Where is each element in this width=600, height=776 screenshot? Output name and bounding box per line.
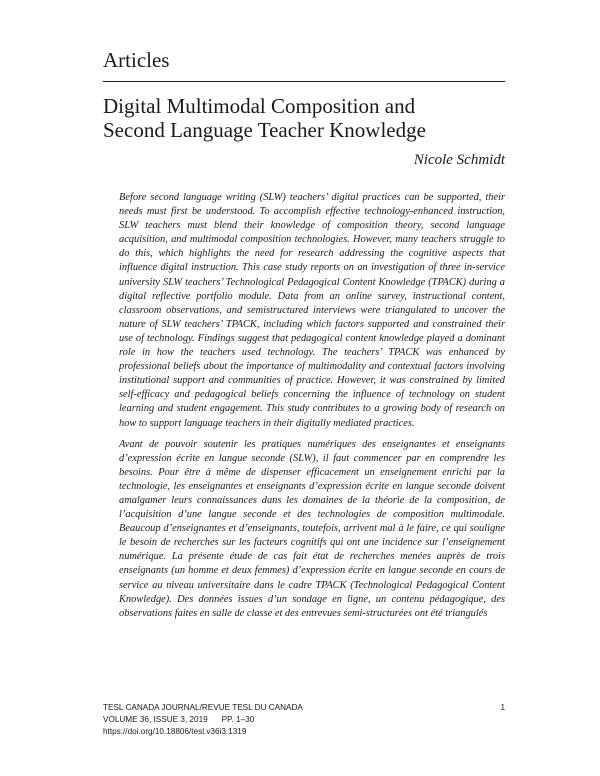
abstract-english: Before second language writing (SLW) teachers’ digital practices can be supported, their needs must first be understood. To accomplish effective technology-enhanced instruction, SLW teachers must blend their knowledge of composition theory, second language acquisition, and multimodal composition technologies. However, many teachers struggle to do this, which highlights the need for research addressing the cognitive aspects that influence digital instruction. This case study reports on an investigation of three in-service university SLW teachers’ Technological Pedagogical Content Knowledge (TPACK) during a digital reflective portfolio module. Data from an online survey, instructional content, classroom observations, and semistructured interviews were triangulated to uncover the nature of SLW teachers’ TPACK, including which factors supported and constrained their use of technology. Findings suggest that pedagogical content knowledge played a dominant role in how the teachers used technology. The teachers’ TPACK was enhanced by professional beliefs about the importance of multimodality and contextual factors involving institutional support and communities of practice. However, it was constrained by limited self-efficacy and pedagogical beliefs concerning the influence of technology on student learning and student engagement. This study contributes to a growing body of research on how to support language teachers in their digitally mediated practices. — [119, 192, 505, 429]
title-line-1: Digital Multimodal Composition and — [103, 94, 416, 118]
title-line-2: Second Language Teacher Knowledge — [103, 118, 426, 142]
page-footer — [103, 702, 505, 738]
page-range: PP. 1–30 — [221, 715, 255, 724]
doi-link[interactable]: https://doi.org/10.18806/tesl.v36i3.1319 — [103, 727, 247, 736]
journal-name: TESL CANADA JOURNAL/REVUE TESL DU CANADA — [103, 703, 303, 712]
volume-issue: VOLUME 36, ISSUE 3, 2019 — [103, 715, 208, 724]
page-number: 1 — [500, 703, 505, 712]
article-title — [103, 94, 505, 142]
abstract — [119, 191, 505, 621]
author-name: Nicole Schmidt — [413, 152, 505, 168]
section-label: Articles — [103, 48, 170, 72]
abstract-french: Avant de pouvoir soutenir les pratiques numériques des enseignantes et enseignants d’expression écrite en langue seconde (SLW), il faut commencer par en comprendre les besoins. Pour être à même de dispenser efficacement un enseignement enrichi par la technologie, les enseignantes et enseignants d’expression écrite en langue seconde doivent amalgamer leurs connaissances dans les domaines de la théorie de la composition, de l’acquisition d’une langue seconde et des technologies de composition multimodale. Beaucoup d’enseignantes et d’enseignants, toutefois, arrivent mal à le faire, ce qui souligne le besoin de recherches sur les facteurs cognitifs qui ont une incidence sur l’enseignement numérique. La présente étude de cas fait état de recherches menées auprès de trois enseignants (un homme et deux femmes) d’expression écrite en langue seconde en cours de service au niveau universitaire dans le cadre TPACK (Technological Pedagogical Content Knowledge). Des données issues d’un sondage en ligne, un contenu pédagogique, des observations faites en salle de classe et des entrevues semi-structurées ont été triangulés — [119, 438, 505, 619]
section-rule — [103, 81, 505, 82]
